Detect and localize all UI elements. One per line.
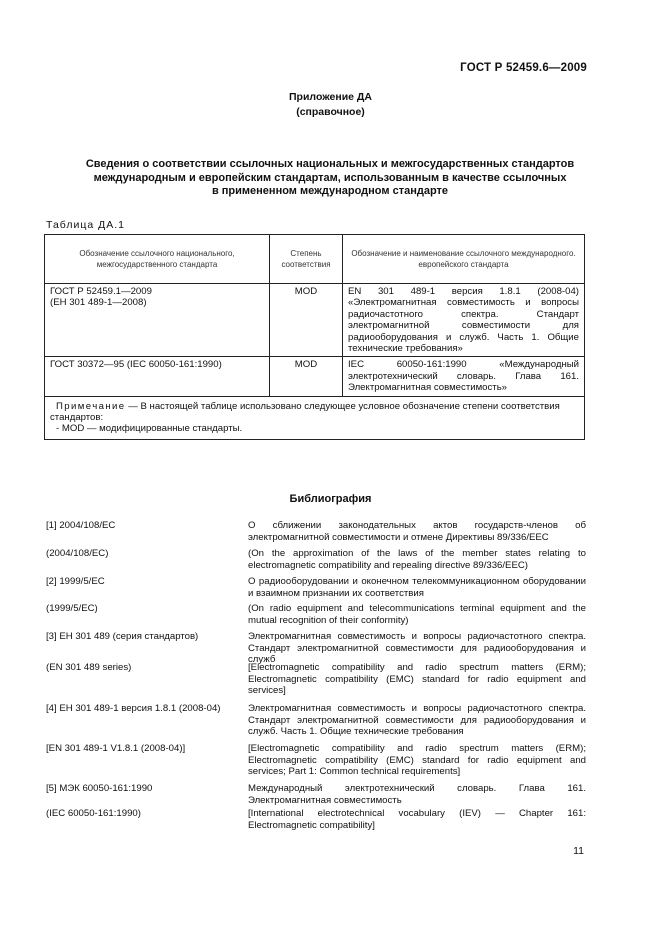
cell-line: (ЕН 301 489-1—2008) [50,297,147,309]
correspondence-table [44,234,585,440]
cell-international: IEC 60050-161:1990 «Международный электротехнический словарь. Глава 161. Электромагнитная совместимость» [343,357,585,396]
bib-text: [Electromagnetic compatibility and radio spectrum matters (ERM); Electromagnetic compatibility (EMC) standard for radio equipment and services] [248,662,586,696]
bib-ref: [EN 301 489-1 V1.8.1 (2008-04)] [46,743,186,754]
bib-text: [International electrotechnical vocabulary (IEV) — Chapter 161: Electromagnetic compatibility] [248,808,586,831]
cell-degree: MOD [270,357,343,396]
bibliography-entry [46,703,586,739]
bib-text: (On the approximation of the laws of the member states relating to electromagnetic compatibility and repealing directive 89/336/EEC) [248,548,586,571]
annex-title: Приложение ДА [289,91,372,103]
bib-ref: (EN 301 489 series) [46,662,132,673]
bib-text: Электромагнитная совместимость и вопросы радиочастотного спектра. Стандарт электромагнитной совместимости для радиооборудования и служб [248,631,586,665]
note-head: Примечание [56,400,126,412]
cell-degree: MOD [270,284,343,357]
bibliography-entry [46,783,586,807]
bib-text: Электромагнитная совместимость и вопросы радиочастотного спектра. Стандарт электромагнитной совместимости для радиооборудования и служб. Часть 1. Общие технические требования [248,703,586,737]
bibliography-title: Библиография [289,493,372,505]
bib-ref: (1999/5/EC) [46,603,98,614]
table-row [45,357,585,396]
section-title [60,158,600,199]
cell-international: EN 301 489-1 версия 1.8.1 (2008-04) «Электромагнитная совместимость и вопросы радиочастотного спектра. Стандарт электромагнитной совместимости для радиооборудования и служб. Часть 1. Общие технические требования» [343,284,585,357]
note-text: — В настоящей таблице использовано следующее условное обозначение степени соответствия стандартов: [50,400,560,424]
note-item: - MOD — модифицированные стандарты. [56,423,243,435]
bib-ref: [4] ЕН 301 489-1 версия 1.8.1 (2008-04) [46,703,221,714]
bib-ref: (IEC 60050-161:1990) [46,808,141,819]
header-national-standard: Обозначение ссылочного национального, межгосударственного стандарта [45,235,270,284]
bib-ref: [5] МЭК 60050-161:1990 [46,783,153,794]
cell-national [45,284,270,357]
bib-ref: [1] 2004/108/ЕС [46,520,116,531]
cell-line: ГОСТ Р 52459.1—2009 [50,286,152,297]
bibliography-entry [46,520,586,544]
bib-ref: (2004/108/EC) [46,548,109,559]
bib-text: О радиооборудовании и оконечном телекоммуникационном оборудовании и взаимном признании их соответствия [248,576,586,599]
cell-national [45,357,270,396]
header-international-standard: Обозначение и наименование ссылочного международного. европейского стандарта [343,235,585,284]
bib-text: Международный электротехнический словарь. Глава 161. Электромагнитная совместимость [248,783,586,806]
section-title-line: международным и европейским стандартам, использованным в качестве ссылочных [93,171,567,184]
table-label: Таблица ДА.1 [46,219,125,231]
cell-line: ГОСТ 30372—95 (IEC 60050-161:1990) [50,359,222,371]
annex-subtitle: (справочное) [296,106,365,118]
section-title-line: Сведения о соответствии ссылочных национальных и межгосударственных стандартов [85,158,575,170]
bib-ref: [2] 1999/5/ЕС [46,576,105,587]
table-row [45,284,585,357]
bibliography-entry [46,743,586,779]
bib-text: (On radio equipment and telecommunications terminal equipment and the mutual recognition of their conformity) [248,603,586,626]
table-note [45,396,585,439]
bibliography-entry [46,576,586,600]
table-header-row [45,235,585,284]
bib-ref: [3] ЕН 301 489 (серия стандартов) [46,631,199,642]
document-code: ГОСТ Р 52459.6—2009 [460,62,587,74]
bib-text: О сближении законодательных актов государств-членов об электромагнитной совместимости и отмене Директивы 89/336/ЕЕС [248,520,586,543]
page-number: 11 [573,845,584,857]
bibliography-entry [46,603,586,627]
bibliography-entry [46,662,586,698]
section-title-line: в примененном международном стандарте [211,185,449,197]
header-degree: Степень соответствия [270,235,343,284]
table-note-row [45,396,585,439]
bibliography-entry [46,808,586,832]
bibliography-entry [46,548,586,572]
bib-text: [Electromagnetic compatibility and radio spectrum matters (ERM); Electromagnetic compatibility (EMC) standard for radio equipment and services; Part 1: Common technical requirements] [248,743,586,777]
